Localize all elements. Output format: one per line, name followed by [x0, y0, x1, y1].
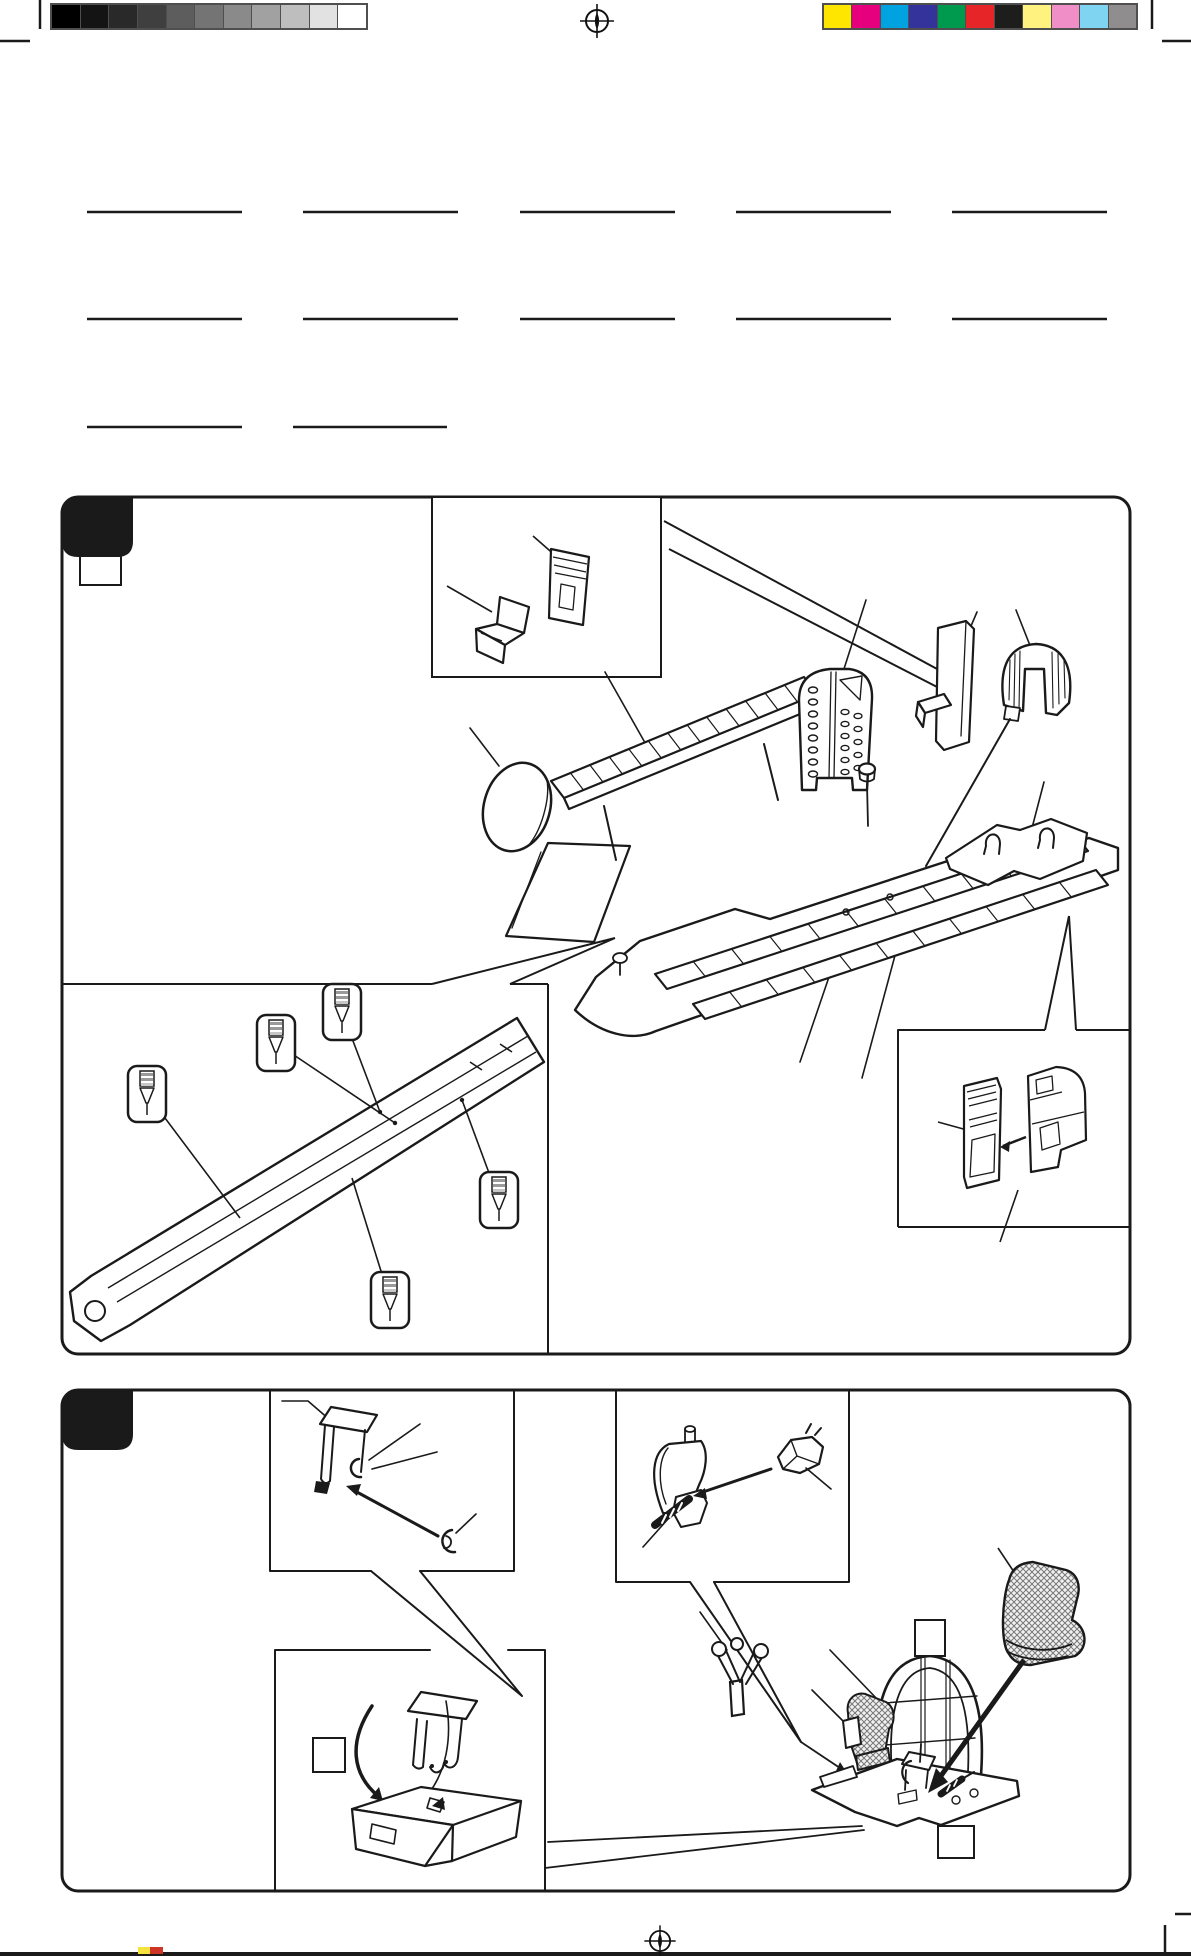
registration-mark-icon [580, 4, 614, 38]
radio-stack-part [964, 1078, 1001, 1188]
glue-bottle-icon [257, 1015, 295, 1071]
step-2-panel [62, 1390, 1130, 1891]
corner-color-mark-yellow [138, 1947, 150, 1954]
part-letter-box [938, 1826, 974, 1858]
glue-bottle-icon [480, 1172, 518, 1228]
glue-bottle-icon [371, 1272, 409, 1328]
registration-mark-icon [644, 1925, 675, 1956]
glue-bottle-icon [323, 984, 361, 1040]
glue-bottle-icon [128, 1066, 166, 1122]
side-console-part [549, 549, 589, 625]
step-2-box [62, 1390, 1130, 1891]
bottom-page-edge-line [0, 1952, 1191, 1956]
step-1-inset-seat-detail [432, 497, 661, 677]
floor-knob [613, 953, 627, 963]
corner-color-mark-red [150, 1947, 163, 1954]
part-letter-box [313, 1738, 345, 1772]
step-1-number-tab [62, 497, 133, 557]
blank-heading-rules [87, 212, 1107, 427]
step-1-panel [62, 497, 1130, 1354]
part-letter-box [80, 556, 121, 585]
step-2-number-tab [62, 1390, 133, 1450]
part-letter-box [915, 1620, 945, 1656]
